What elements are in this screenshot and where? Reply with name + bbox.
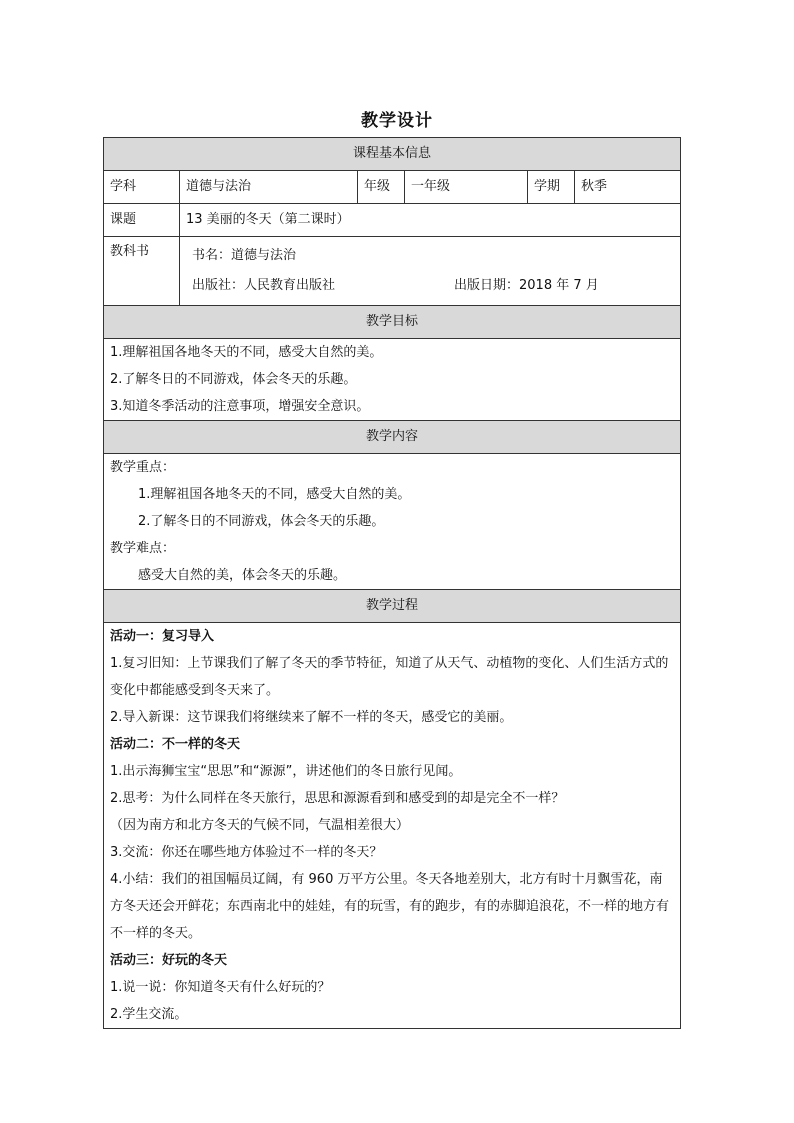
- grade-value: 一年级: [405, 171, 528, 204]
- lesson-plan-table: [103, 137, 681, 1029]
- activity-two-paragraph: 1.出示海狮宝宝“思思”和“源源”，讲述他们的冬日旅行见闻。: [110, 764, 462, 779]
- objective-item: 1.理解祖国各地冬天的不同，感受大自然的美。: [110, 345, 383, 360]
- activity-three-paragraph: 1.说一说：你知道冬天有什么好玩的？: [110, 980, 331, 995]
- activity-one-title: 活动一：复习导入: [110, 629, 215, 644]
- publisher: 出版社：人民教育出版社: [192, 278, 336, 293]
- activity-two-paragraph: 2.思考：为什么同样在冬天旅行，思思和源源看到和感受到的却是完全不一样？: [110, 791, 565, 806]
- difficulty-label: 教学难点：: [110, 541, 176, 556]
- objective-item: 3.知道冬季活动的注意事项，增强安全意识。: [110, 399, 370, 414]
- publisher-row: [186, 271, 674, 301]
- publish-date: 出版日期：2018 年 7 月: [454, 278, 599, 293]
- activity-two-title: 活动二：不一样的冬天: [110, 737, 241, 752]
- section-header-content: 教学内容: [104, 421, 681, 454]
- key-point-item: 1.理解祖国各地冬天的不同，感受大自然的美。: [138, 487, 411, 502]
- process-block: [104, 623, 681, 1029]
- grade-label: 年级: [358, 171, 405, 204]
- key-point-item: 2.了解冬日的不同游戏，体会冬天的乐趣。: [138, 514, 385, 529]
- activity-two-paragraph: （因为南方和北方冬天的气候不同，气温相差很大）: [110, 818, 410, 833]
- activity-one-paragraph: 1.复习旧知：上节课我们了解了冬天的季节特征，知道了从天气、动植物的变化、人们生活方式的变化中都能感受到冬天来了。: [110, 656, 669, 698]
- section-header-process: 教学过程: [104, 590, 681, 623]
- topic-value: 13 美丽的冬天（第二课时）: [180, 204, 681, 237]
- section-header-objectives: 教学目标: [104, 306, 681, 339]
- document-title: 教学设计: [361, 111, 433, 131]
- objectives-list: [104, 339, 681, 421]
- activity-three-title: 活动三：好玩的冬天: [110, 953, 228, 968]
- activity-two-paragraph: 3.交流：你还在哪些地方体验过不一样的冬天？: [110, 845, 383, 860]
- textbook-info: [180, 237, 681, 306]
- key-points-label: 教学重点：: [110, 460, 176, 475]
- topic-label: 课题: [104, 204, 180, 237]
- section-header-basic-info: 课程基本信息: [104, 138, 681, 171]
- textbook-label: 教科书: [104, 237, 180, 306]
- content-block: [104, 454, 681, 590]
- subject-value: 道德与法治: [180, 171, 358, 204]
- objective-item: 2.了解冬日的不同游戏，体会冬天的乐趣。: [110, 372, 357, 387]
- term-label: 学期: [528, 171, 575, 204]
- activity-two-summary: 4.小结：我们的祖国幅员辽阔，有 960 万平方公里。冬天各地差别大，北方有时十月飘雪花，南方冬天还会开鲜花；东西南北中的娃娃，有的玩雪，有的跑步，有的赤脚追浪花，不一样的地方有不一样的冬天。: [110, 872, 670, 941]
- activity-one-paragraph: 2.导入新课：这节课我们将继续来了解不一样的冬天，感受它的美丽。: [110, 710, 513, 725]
- activity-three-paragraph: 2.学生交流。: [110, 1007, 188, 1022]
- difficulty-text: 感受大自然的美，体会冬天的乐趣。: [138, 568, 347, 583]
- term-value: 秋季: [575, 171, 681, 204]
- book-name: 书名：道德与法治: [192, 248, 297, 263]
- subject-label: 学科: [104, 171, 180, 204]
